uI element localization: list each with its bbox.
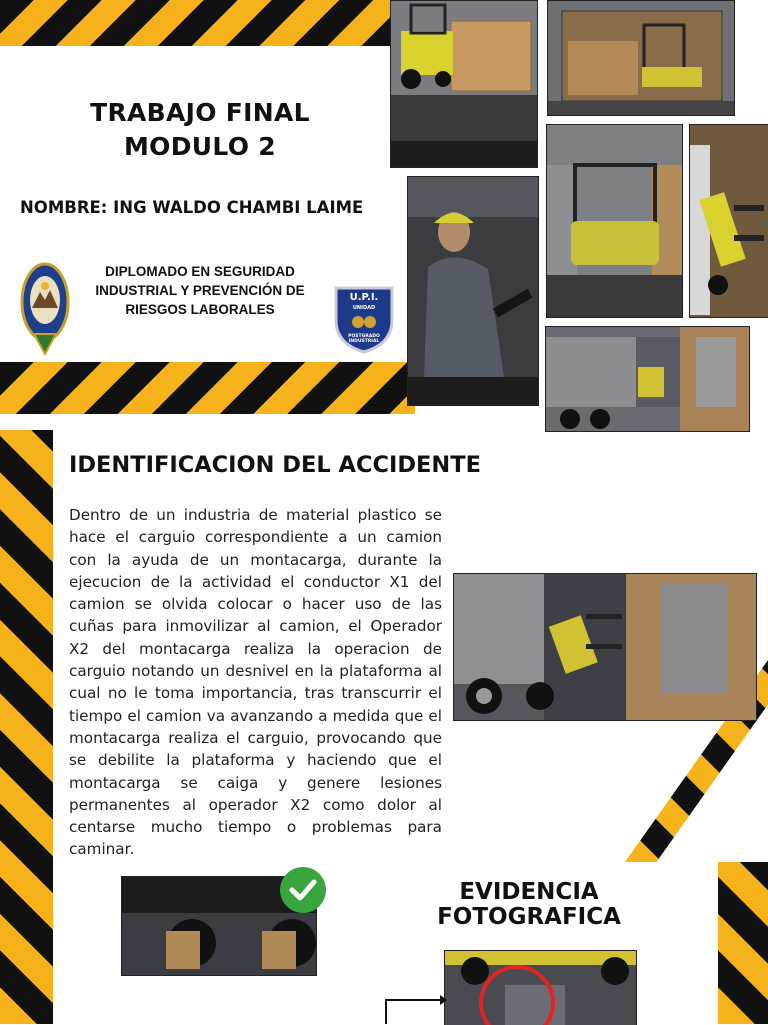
photo-forklift-side (689, 124, 768, 318)
photo-operator (407, 176, 539, 406)
upi-logo-unit: UNIDAD (352, 305, 376, 311)
section-heading: IDENTIFICACION DEL ACCIDENTE (69, 452, 481, 478)
hazard-stripe-bottom (0, 362, 415, 414)
hazard-stripe-right (718, 862, 768, 1024)
upi-logo-text: U.P.I. (349, 292, 379, 303)
evidence-title: EVIDENCIA FOTOGRAFICA (437, 879, 621, 930)
pointer-arrow-icon (380, 990, 448, 1024)
upi-logo-subtext: POSTGRADO INDUSTRIAL (348, 334, 380, 344)
photo-accident-scene (453, 573, 757, 721)
checkmark-icon (279, 866, 327, 914)
photo-forklift-front (546, 124, 683, 318)
cover-title: TRABAJO FINAL MODULO 2 (90, 98, 310, 161)
upi-shield-logo (332, 284, 396, 354)
hazard-stripe-left (0, 430, 53, 1024)
accident-description: Dentro de un industria de material plastico se hace el carguio correspondiente a un camion con la ayuda de un montacarga, durante la ejecucion de la actividad el conductor X1 del camion se olvida colocar o hacer uso de las cuñas para inmovilizar al camion, el Operador X2 del montacarga realiza la operacion de carguio notando un desnivel en la plataforma al cual no le toma importancia, tras transcurrir el tiempo el camion va avanzando a medida que el montacarga realiza el carguio, provocando que se debilite la plataforma y haciendo que el montacarga se caiga y genere lesiones permanentes al operador X2 como dolor al centarse mucho tiempo o problemas para caminar. (69, 506, 442, 859)
photo-truck-forklift (545, 326, 750, 432)
photo-evidence (444, 950, 637, 1025)
hazard-stripe-top (0, 0, 390, 46)
diploma-program: DIPLOMADO EN SEGURIDAD INDUSTRIAL Y PREVENCIÓN DE RIESGOS LABORALES (95, 264, 305, 317)
photo-forklift-warehouse (547, 0, 735, 116)
photo-forklift-box (390, 0, 538, 168)
university-seal-logo (20, 262, 70, 356)
author-name: NOMBRE: ING WALDO CHAMBI LAIME (20, 198, 364, 217)
